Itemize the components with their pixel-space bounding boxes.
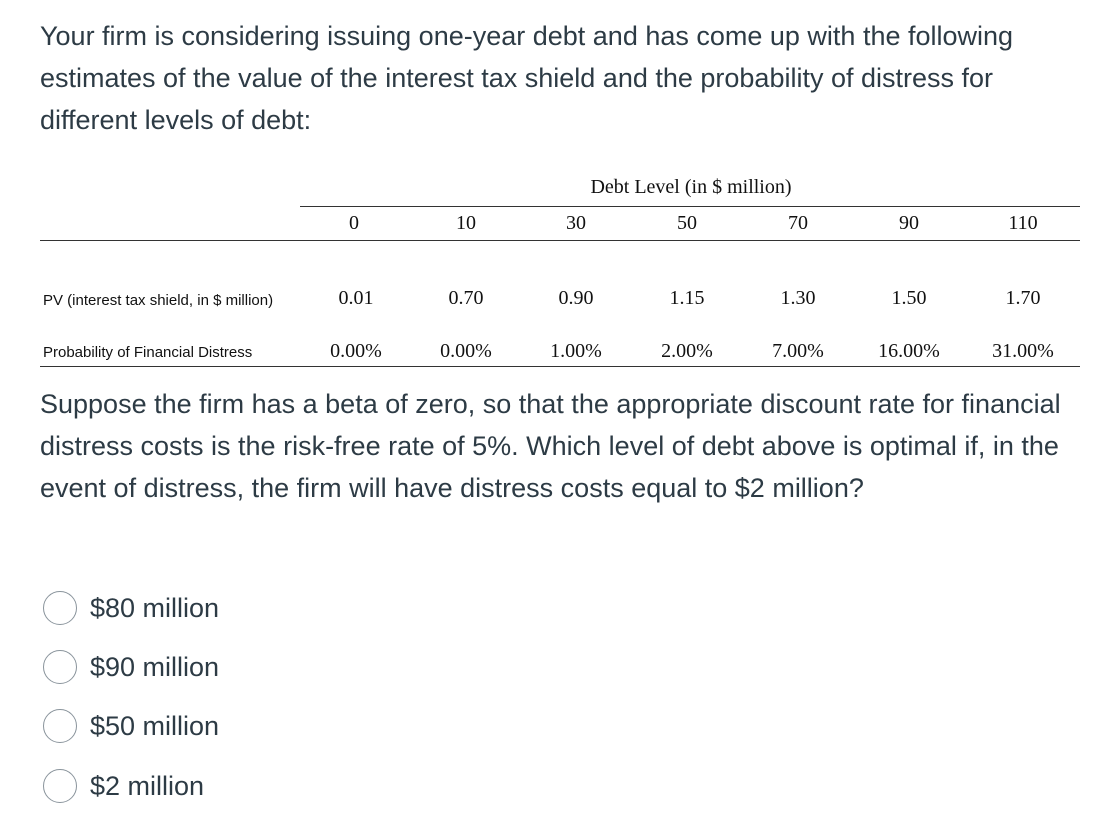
table-header-rule <box>40 240 1080 241</box>
table-cell: 1.30 <box>780 287 816 309</box>
column-header: 0 <box>349 212 359 234</box>
column-header: 10 <box>456 212 476 234</box>
option-label[interactable]: $50 million <box>90 710 220 741</box>
radio-button[interactable] <box>43 709 77 743</box>
radio-button[interactable] <box>43 591 77 625</box>
table-bottom-rule <box>40 366 1080 367</box>
option-label[interactable]: $80 million <box>90 592 220 623</box>
row-label-distress-probability: Probability of Financial Distress <box>43 344 253 361</box>
table-top-rule <box>300 206 1080 207</box>
table-cell: 1.00% <box>550 340 602 362</box>
option-label[interactable]: $2 million <box>90 770 205 801</box>
table-cell: 31.00% <box>992 340 1054 362</box>
column-header: 30 <box>566 212 586 234</box>
table-cell: 1.50 <box>891 287 927 309</box>
intro-text: Your firm is considering issuing one-year debt and has come up with the following estimates of the value of the interest tax shield and the probability of distress for different levels of debt: <box>40 21 1014 135</box>
column-header: 90 <box>899 212 919 234</box>
option-label[interactable]: $90 million <box>90 651 220 682</box>
table-cell: 2.00% <box>661 340 713 362</box>
option-80-million[interactable] <box>43 588 303 628</box>
row-label-tax-shield: PV (interest tax shield, in $ million) <box>43 292 274 309</box>
radio-button[interactable] <box>43 650 77 684</box>
table-cell: 0.00% <box>330 340 382 362</box>
question-text: Suppose the firm has a beta of zero, so that the appropriate discount rate for financial distress costs is the risk-free rate of 5%. Which level of debt above is optimal if, in the event of distress, the firm will have distress costs equal to $2 million? <box>40 389 1061 503</box>
option-50-million[interactable] <box>43 706 303 746</box>
option-90-million[interactable] <box>43 647 303 687</box>
table-cell: 1.15 <box>669 287 705 309</box>
table-header: Debt Level (in $ million) <box>590 176 792 198</box>
radio-button[interactable] <box>43 769 77 803</box>
table-cell: 0.01 <box>338 287 374 309</box>
table-cell: 0.90 <box>558 287 594 309</box>
column-header: 50 <box>677 212 697 234</box>
table-cell: 0.70 <box>448 287 484 309</box>
option-2-million[interactable] <box>43 766 303 806</box>
table-cell: 7.00% <box>772 340 824 362</box>
table-cell: 16.00% <box>878 340 940 362</box>
debt-table <box>0 0 1106 380</box>
table-cell: 1.70 <box>1005 287 1041 309</box>
column-header: 110 <box>1008 212 1038 234</box>
table-cell: 0.00% <box>440 340 492 362</box>
column-header: 70 <box>788 212 808 234</box>
